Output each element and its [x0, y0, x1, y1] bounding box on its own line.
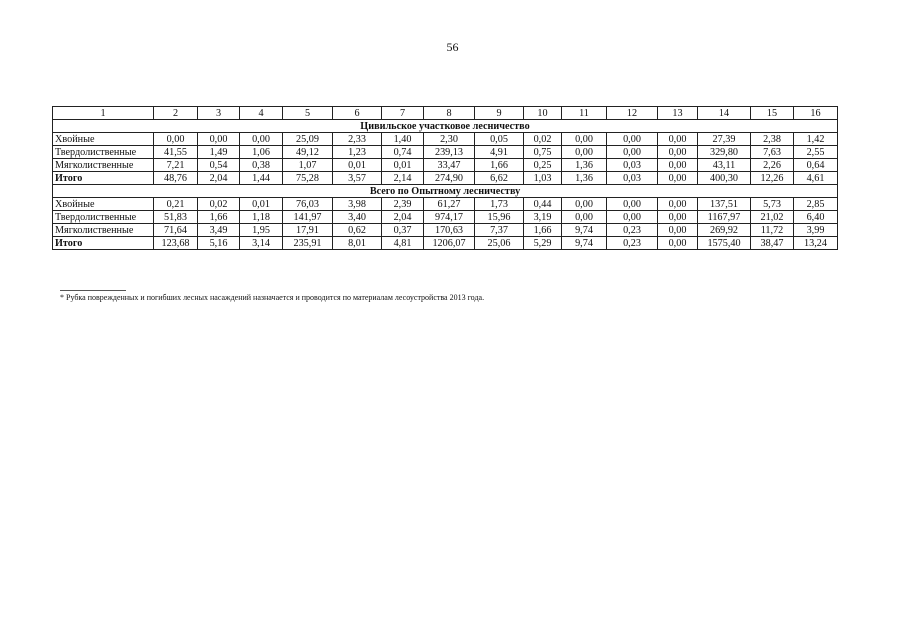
felling-volume-table [52, 106, 838, 250]
table-cell: 1,03 [524, 172, 562, 185]
table-cell: 0,00 [658, 146, 698, 159]
column-header: 6 [333, 107, 382, 120]
table-cell: 3,57 [333, 172, 382, 185]
table-cell: 0,02 [198, 198, 240, 211]
column-header: 3 [198, 107, 240, 120]
table-cell: 2,55 [794, 146, 838, 159]
table-cell: 1,36 [562, 159, 607, 172]
row-label: Итого [53, 237, 154, 250]
table-cell: 9,74 [562, 224, 607, 237]
table-cell: 235,91 [283, 237, 333, 250]
table-cell: 141,97 [283, 211, 333, 224]
section-title: Цивильское участковое лесничество [53, 120, 838, 133]
footnote-separator [60, 290, 126, 291]
table-cell: 0,38 [240, 159, 283, 172]
table-cell: 0,00 [562, 211, 607, 224]
table-cell: 21,02 [751, 211, 794, 224]
column-header: 9 [475, 107, 524, 120]
column-header: 11 [562, 107, 607, 120]
table-cell: 25,06 [475, 237, 524, 250]
table-cell: 6,62 [475, 172, 524, 185]
table-cell: 0,00 [658, 133, 698, 146]
table-cell: 0,00 [607, 133, 658, 146]
table-cell: 17,91 [283, 224, 333, 237]
table-cell: 0,00 [658, 211, 698, 224]
table-cell: 1,66 [475, 159, 524, 172]
table-cell: 0,00 [562, 198, 607, 211]
row-label: Твердолиственные [53, 211, 154, 224]
table-cell: 0,37 [382, 224, 424, 237]
section-title: Всего по Опытному лесничеству [53, 185, 838, 198]
table-cell: 12,26 [751, 172, 794, 185]
table-cell: 0,05 [475, 133, 524, 146]
table-cell: 33,47 [424, 159, 475, 172]
column-number-row [53, 107, 838, 120]
table-cell: 13,24 [794, 237, 838, 250]
table-cell: 0,00 [607, 146, 658, 159]
table-cell: 38,47 [751, 237, 794, 250]
table-cell: 3,99 [794, 224, 838, 237]
table-cell: 123,68 [154, 237, 198, 250]
table-cell: 71,64 [154, 224, 198, 237]
total-row [53, 237, 838, 250]
table-cell: 2,33 [333, 133, 382, 146]
table-cell: 0,00 [658, 159, 698, 172]
table-cell: 0,00 [658, 198, 698, 211]
table-cell: 0,00 [240, 133, 283, 146]
table-row [53, 224, 838, 237]
footnote: * Рубка поврежденных и погибших лесных насаждений назначается и проводится по материалам лесоустройства 2013 года. [60, 293, 485, 302]
table-cell: 25,09 [283, 133, 333, 146]
table-cell: 0,00 [658, 172, 698, 185]
table-cell: 3,98 [333, 198, 382, 211]
table-cell: 2,85 [794, 198, 838, 211]
table-cell: 1,07 [283, 159, 333, 172]
section-header-row [53, 120, 838, 133]
column-header: 10 [524, 107, 562, 120]
table-cell: 974,17 [424, 211, 475, 224]
table-cell: 0,01 [333, 159, 382, 172]
table-row [53, 146, 838, 159]
table-cell: 2,04 [198, 172, 240, 185]
table-cell: 0,00 [658, 237, 698, 250]
table-cell: 0,00 [607, 211, 658, 224]
table-cell: 400,30 [698, 172, 751, 185]
row-label: Твердолиственные [53, 146, 154, 159]
table-cell: 0,23 [607, 237, 658, 250]
column-header: 1 [53, 107, 154, 120]
table-cell: 1,49 [198, 146, 240, 159]
table-cell: 1,36 [562, 172, 607, 185]
table-cell: 15,96 [475, 211, 524, 224]
table-cell: 0,02 [524, 133, 562, 146]
table-cell: 0,25 [524, 159, 562, 172]
column-header: 16 [794, 107, 838, 120]
page-number: 56 [446, 40, 459, 54]
table-row [53, 159, 838, 172]
table-cell: 0,21 [154, 198, 198, 211]
table-cell: 4,81 [382, 237, 424, 250]
row-label: Хвойные [53, 198, 154, 211]
table-cell: 170,63 [424, 224, 475, 237]
column-header: 4 [240, 107, 283, 120]
table-cell: 1,23 [333, 146, 382, 159]
table-cell: 0,00 [154, 133, 198, 146]
table-cell: 274,90 [424, 172, 475, 185]
table-cell: 0,03 [607, 172, 658, 185]
table-cell: 4,91 [475, 146, 524, 159]
table-cell: 0,00 [658, 224, 698, 237]
table-cell: 3,19 [524, 211, 562, 224]
table-cell: 7,63 [751, 146, 794, 159]
table-cell: 3,49 [198, 224, 240, 237]
table-cell: 61,27 [424, 198, 475, 211]
table-cell: 11,72 [751, 224, 794, 237]
table-cell: 239,13 [424, 146, 475, 159]
table-cell: 51,83 [154, 211, 198, 224]
column-header: 15 [751, 107, 794, 120]
column-header: 13 [658, 107, 698, 120]
table-cell: 1206,07 [424, 237, 475, 250]
table-cell: 0,03 [607, 159, 658, 172]
row-label: Мягколиственные [53, 159, 154, 172]
table-cell: 0,00 [198, 133, 240, 146]
table-cell: 0,74 [382, 146, 424, 159]
table-cell: 0,00 [562, 146, 607, 159]
row-label: Итого [53, 172, 154, 185]
column-header: 14 [698, 107, 751, 120]
table-cell: 27,39 [698, 133, 751, 146]
table-cell: 1,73 [475, 198, 524, 211]
table-cell: 0,00 [607, 198, 658, 211]
column-header: 7 [382, 107, 424, 120]
table-row [53, 211, 838, 224]
table-cell: 3,40 [333, 211, 382, 224]
table-cell: 1167,97 [698, 211, 751, 224]
table-cell: 329,80 [698, 146, 751, 159]
table-cell: 2,26 [751, 159, 794, 172]
table-cell: 7,21 [154, 159, 198, 172]
table-cell: 2,39 [382, 198, 424, 211]
table-cell: 5,29 [524, 237, 562, 250]
table-cell: 137,51 [698, 198, 751, 211]
column-header: 8 [424, 107, 475, 120]
table-cell: 1,42 [794, 133, 838, 146]
table-cell: 5,16 [198, 237, 240, 250]
table-cell: 48,76 [154, 172, 198, 185]
table-cell: 43,11 [698, 159, 751, 172]
table-cell: 2,14 [382, 172, 424, 185]
table-cell: 1,40 [382, 133, 424, 146]
total-row [53, 172, 838, 185]
row-label: Мягколиственные [53, 224, 154, 237]
table-cell: 0,75 [524, 146, 562, 159]
table-cell: 4,61 [794, 172, 838, 185]
table-cell: 2,04 [382, 211, 424, 224]
table-cell: 6,40 [794, 211, 838, 224]
table-cell: 0,01 [240, 198, 283, 211]
table-cell: 1,18 [240, 211, 283, 224]
table-row [53, 198, 838, 211]
table-cell: 0,00 [562, 133, 607, 146]
table-cell: 3,14 [240, 237, 283, 250]
table-row [53, 133, 838, 146]
table-cell: 1575,40 [698, 237, 751, 250]
column-header: 5 [283, 107, 333, 120]
table-cell: 8,01 [333, 237, 382, 250]
table-cell: 269,92 [698, 224, 751, 237]
table-cell: 76,03 [283, 198, 333, 211]
table-cell: 9,74 [562, 237, 607, 250]
table-cell: 1,06 [240, 146, 283, 159]
table-cell: 1,44 [240, 172, 283, 185]
table-cell: 5,73 [751, 198, 794, 211]
table-cell: 0,44 [524, 198, 562, 211]
table-cell: 2,30 [424, 133, 475, 146]
table-cell: 1,66 [198, 211, 240, 224]
table-cell: 0,23 [607, 224, 658, 237]
column-header: 12 [607, 107, 658, 120]
table-cell: 75,28 [283, 172, 333, 185]
section-header-row [53, 185, 838, 198]
table-cell: 1,95 [240, 224, 283, 237]
table-cell: 41,55 [154, 146, 198, 159]
table-cell: 0,64 [794, 159, 838, 172]
table-cell: 1,66 [524, 224, 562, 237]
row-label: Хвойные [53, 133, 154, 146]
table-cell: 0,01 [382, 159, 424, 172]
table-cell: 7,37 [475, 224, 524, 237]
table-cell: 2,38 [751, 133, 794, 146]
column-header: 2 [154, 107, 198, 120]
table-cell: 0,62 [333, 224, 382, 237]
table-cell: 0,54 [198, 159, 240, 172]
table-cell: 49,12 [283, 146, 333, 159]
